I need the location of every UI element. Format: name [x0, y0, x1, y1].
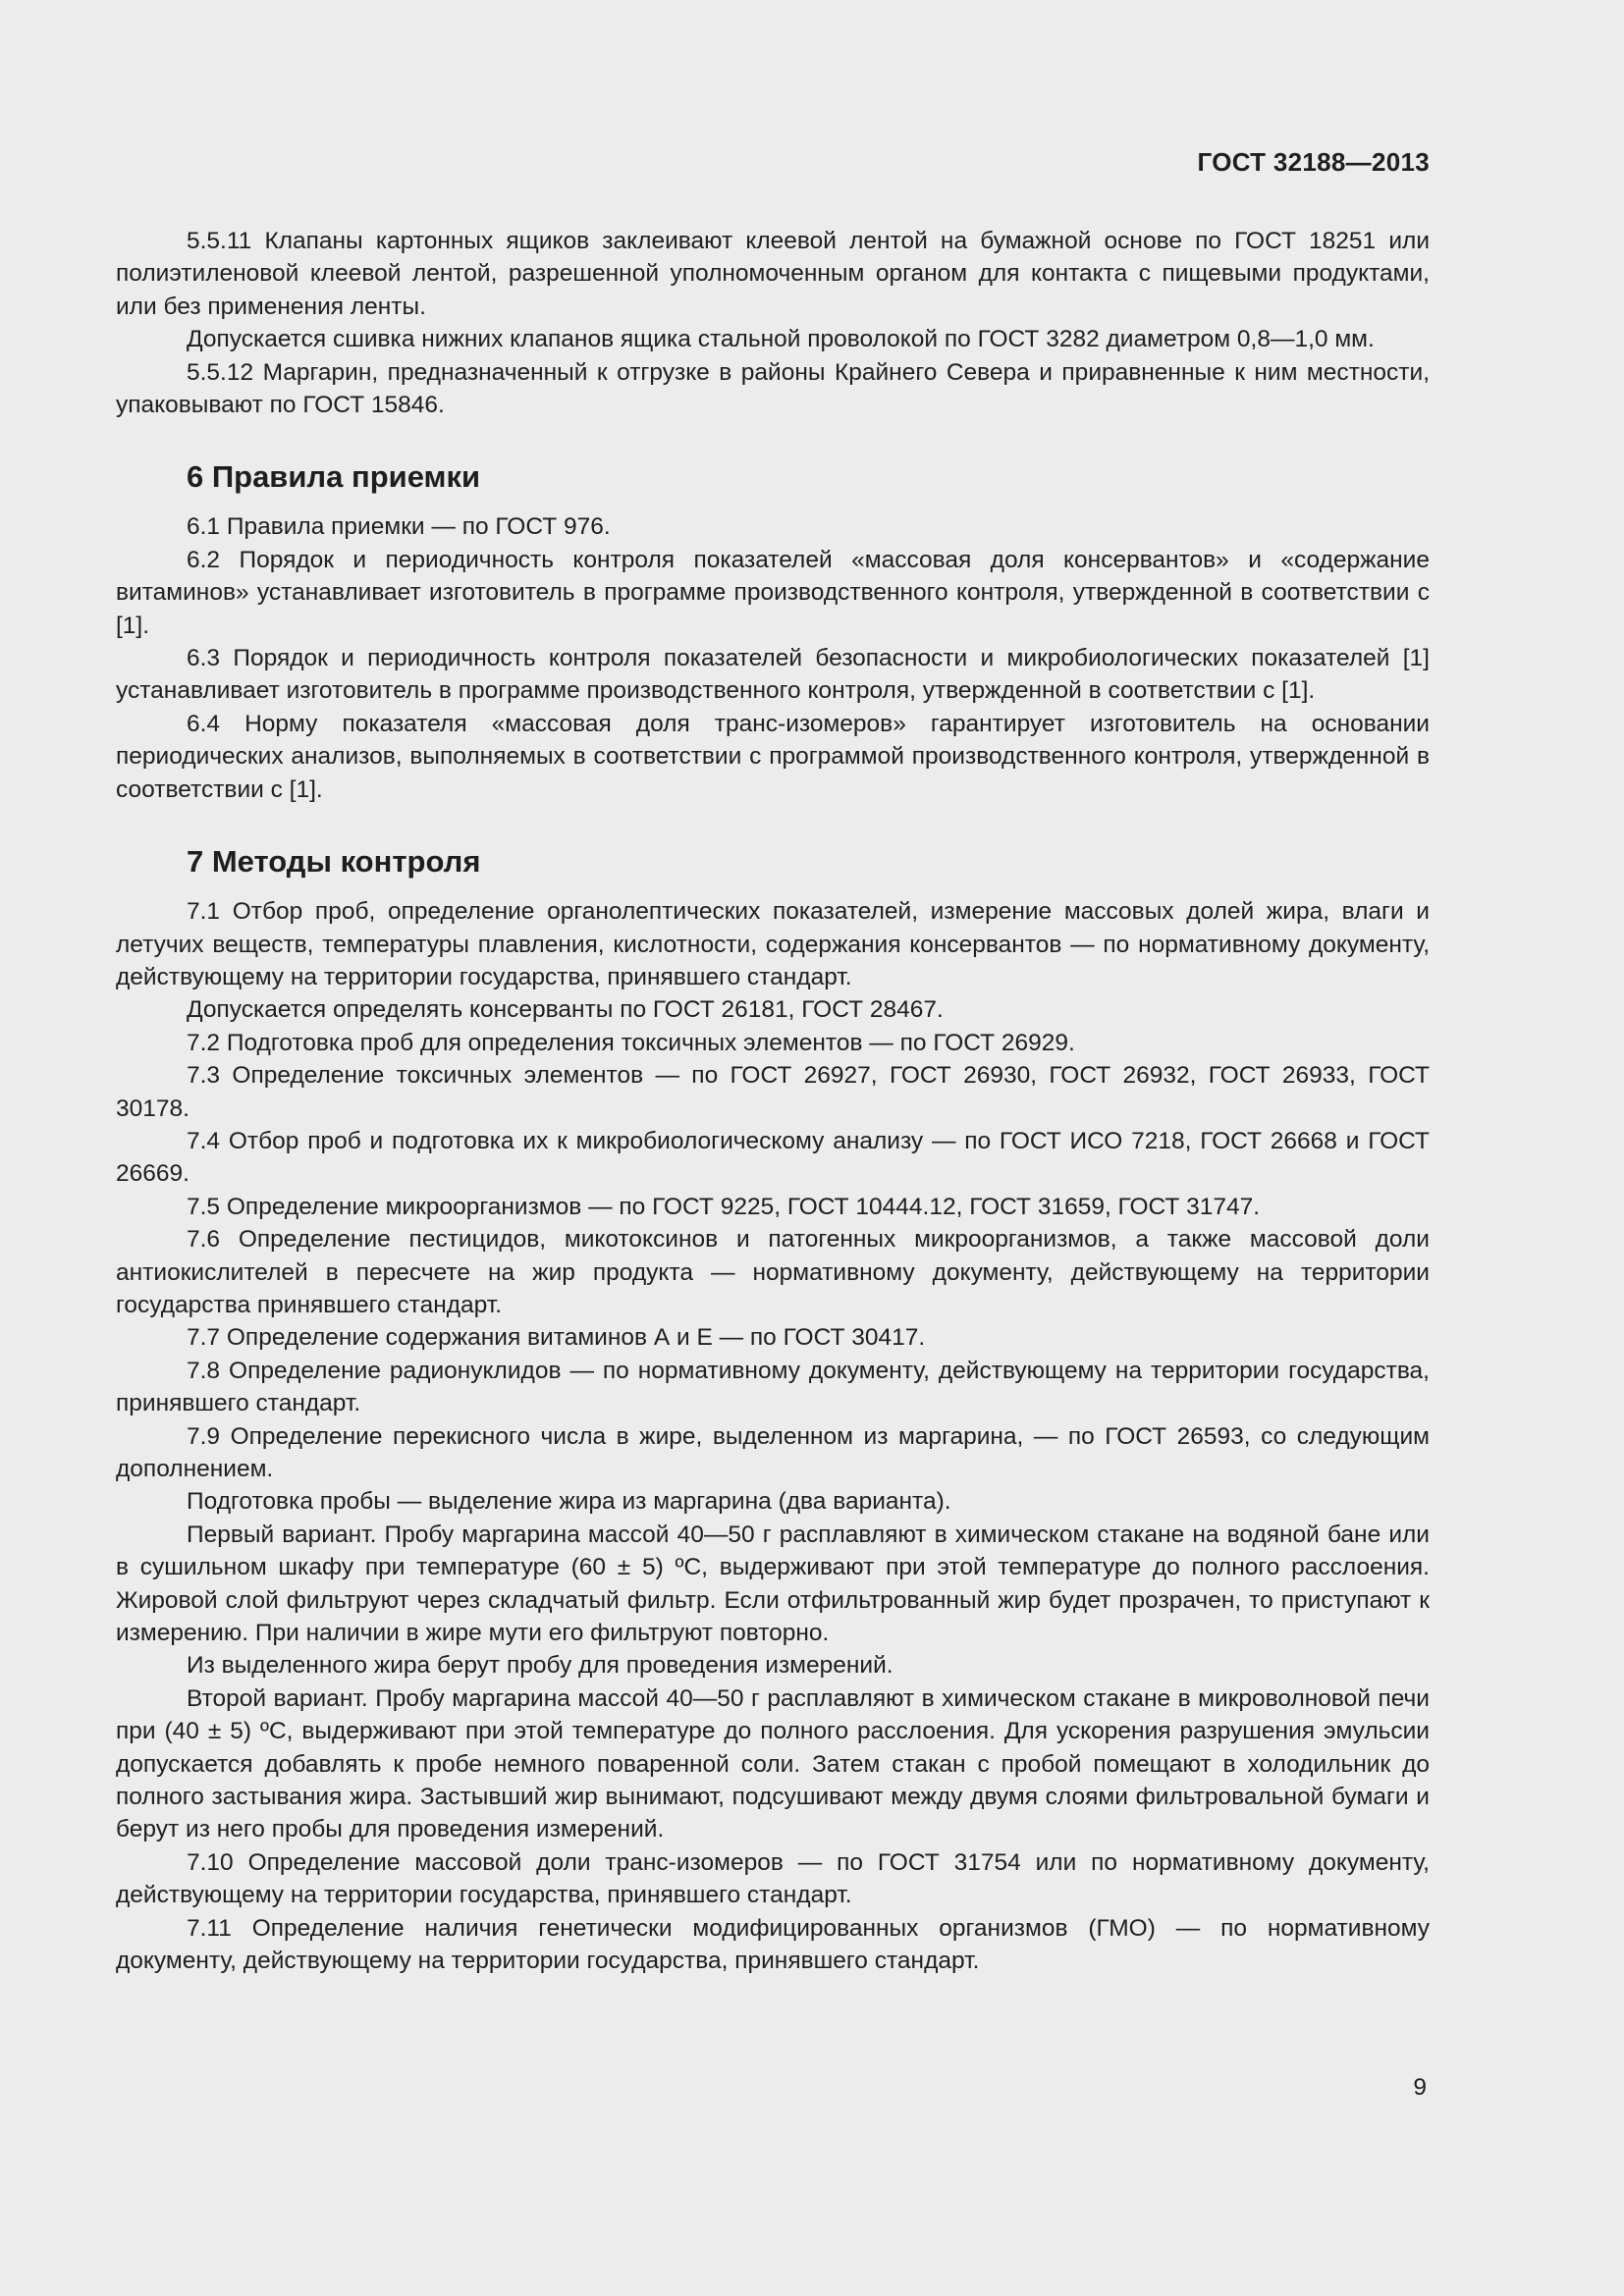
document-header-code: ГОСТ 32188—2013 [1197, 147, 1430, 177]
paragraph-7-5: 7.5 Определение микроорганизмов — по ГОСТ 9225, ГОСТ 10444.12, ГОСТ 31659, ГОСТ 31747. [187, 1193, 1261, 1220]
paragraph-6-3: 6.3 Порядок и периодичность контроля показателей безопасности и микробиологических показателей [1] устанавливает изготовитель в программе производственного контроля, утвержденной в соответствии с [1]. [116, 645, 1430, 705]
paragraph-7-9: 7.9 Определение перекисного числа в жире, выделенном из маргарина, — по ГОСТ 26593, со следующим дополнением. [116, 1422, 1430, 1482]
paragraph-7-7: 7.7 Определение содержания витаминов А и Е — по ГОСТ 30417. [187, 1324, 926, 1352]
paragraph: Подготовка пробы — выделение жира из маргарина (два варианта). [187, 1488, 951, 1516]
paragraph-6-2: 6.2 Порядок и периодичность контроля показателей «массовая доля консервантов» и «содержание витаминов» устанавливает изготовитель в программе производственного контроля, утвержденной в соответствии с [1]. [116, 546, 1430, 639]
page-number: 9 [1413, 2074, 1427, 2101]
paragraph-6-1: 6.1 Правила приемки — по ГОСТ 976. [187, 513, 611, 541]
paragraph-7-10: 7.10 Определение массовой доли транс-изомеров — по ГОСТ 31754 или по нормативному документу, действующему на территории государства, принявшего стандарт. [116, 1848, 1430, 1909]
paragraph: Второй вариант. Пробу маргарина массой 40—50 г расплавляют в химическом стакане в микроволновой печи при (40 ± 5) ºС, выдерживают при этой температуре до полного расслоения. Для ускорения разрушения эмульсии допускается добавлять к пробе немного поваренной соли. Затем стакан с пробой помещают в холодильник до полного застывания жира. Застывший жир вынимают, подсушивают между двумя слоями фильтровальной бумаги и берут из него пробы для проведения измерений. [116, 1684, 1430, 1843]
paragraph-7-11: 7.11 Определение наличия генетически модифицированных организмов (ГМО) — по нормативному документу, действующему на территории государства, принявшего стандарт. [116, 1914, 1430, 1975]
paragraph: Из выделенного жира берут пробу для проведения измерений. [187, 1652, 893, 1680]
paragraph-7-6: 7.6 Определение пестицидов, микотоксинов и патогенных микроорганизмов, а также массовой доли антиокислителей в пересчете на жир продукта — нормативному документу, действующему на территории государства принявшего стандарт. [116, 1226, 1430, 1318]
paragraph: Первый вариант. Пробу маргарина массой 40—50 г расплавляют в химическом стакане на водяной бане или в сушильном шкафу при температуре (60 ± 5) ºС, выдерживают при этой температуре до полного расслоения. Жировой слой фильтруют через складчатый фильтр. Если отфильтрованный жир будет прозрачен, то приступают к измерению. При наличии в жире мути его фильтруют повторно. [116, 1521, 1430, 1647]
paragraph: Допускается определять консерванты по ГОСТ 26181, ГОСТ 28467. [187, 996, 944, 1024]
paragraph-7-4: 7.4 Отбор проб и подготовка их к микробиологическому анализу — по ГОСТ ИСО 7218, ГОСТ 26668 и ГОСТ 26669. [116, 1127, 1430, 1188]
paragraph-5-5-11: 5.5.11 Клапаны картонных ящиков заклеивают клеевой лентой на бумажной основе по ГОСТ 18251 или полиэтиленовой клеевой лентой, разрешенной уполномоченным органом для контакта с пищевыми продуктами, или без применения ленты. [116, 228, 1430, 320]
paragraph-6-4: 6.4 Норму показателя «массовая доля транс-изомеров» гарантирует изготовитель на основании периодических анализов, выполняемых в соответствии с программой производственного контроля, утвержденной в соответствии с [1]. [116, 710, 1430, 803]
document-body [116, 225, 1430, 1978]
paragraph-7-2: 7.2 Подготовка проб для определения токсичных элементов — по ГОСТ 26929. [187, 1029, 1075, 1056]
paragraph-5-5-12: 5.5.12 Маргарин, предназначенный к отгрузке в районы Крайнего Севера и приравненные к ним местности, упаковывают по ГОСТ 15846. [116, 358, 1430, 419]
paragraph-7-3: 7.3 Определение токсичных элементов — по ГОСТ 26927, ГОСТ 26930, ГОСТ 26932, ГОСТ 26933, ГОСТ 30178. [116, 1062, 1430, 1122]
paragraph-7-1: 7.1 Отбор проб, определение органолептических показателей, измерение массовых долей жира, влаги и летучих веществ, температуры плавления, кислотности, содержания консервантов — по нормативному документу, действующему на территории государства, принявшего стандарт. [116, 898, 1430, 990]
paragraph: Допускается сшивка нижних клапанов ящика стальной проволокой по ГОСТ 3282 диаметром 0,8—1,0 мм. [187, 326, 1375, 353]
section-7-heading: 7 Методы контроля [187, 844, 481, 880]
paragraph-7-8: 7.8 Определение радионуклидов — по нормативному документу, действующему на территории государства, принявшего стандарт. [116, 1357, 1430, 1417]
section-6-heading: 6 Правила приемки [187, 459, 481, 495]
